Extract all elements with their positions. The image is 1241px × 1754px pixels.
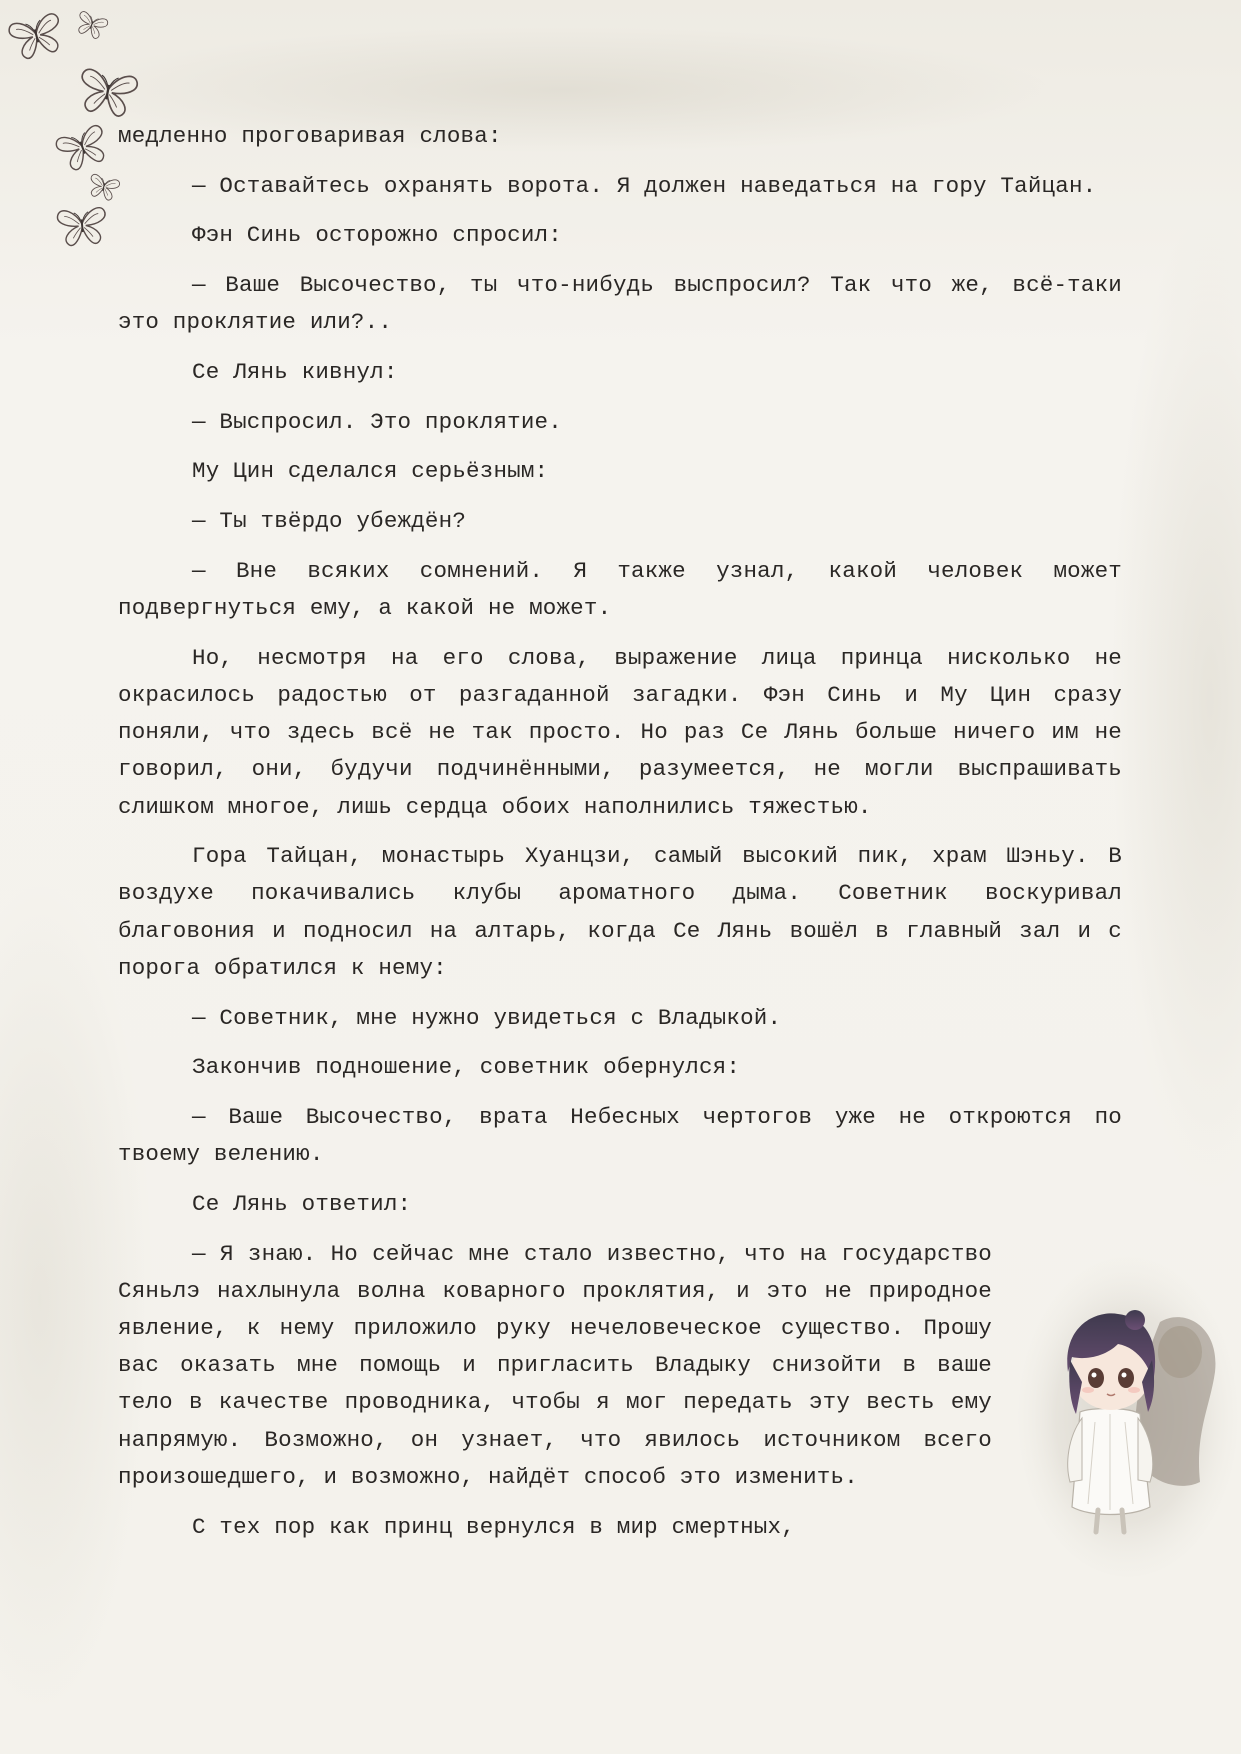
paragraph: Фэн Синь осторожно спросил: [192, 222, 562, 249]
chibi-character-illustration [1010, 1232, 1240, 1577]
paragraph: — Ты твёрдо убеждён? [192, 508, 467, 535]
paragraph: Се Лянь ответил: [192, 1190, 412, 1217]
paragraph: Но, несмотря на его слова, выражение лица принца нисколько не окрасилось радостью от разгаданной загадки. Фэн Синь и Му Цин сразу поняли, что здесь всё не так просто. Но раз Се Лянь больше ничего им не говорил, они, будучи подчинёнными, разумеется, не могли выспрашивать слишком многое, лишь сердца обоих наполнились тяжестью. [118, 644, 1122, 820]
paragraph: — Ваше Высочество, врата Небесных чертогов уже не откроются по твоему велению. [118, 1103, 1122, 1168]
paragraph: Гора Тайцан, монастырь Хуанцзи, самый высокий пик, храм Шэньу. В воздухе покачивались клубы ароматного дыма. Советник воскуривал благовония и подносил на алтарь, когда Се Лянь вошёл в главный зал и с порога обратился к нему: [118, 843, 1122, 981]
paragraph: С тех пор как принц вернулся в мир смертных, [192, 1513, 795, 1540]
paragraph: — Вне всяких сомнений. Я также узнал, какой человек может подвергнуться ему, а какой не может. [118, 557, 1122, 622]
butterfly-icon [76, 68, 138, 118]
paragraph: — Оставайтесь охранять ворота. Я должен наведаться на гору Тайцан. [192, 172, 1097, 199]
butterfly-icon [8, 12, 66, 61]
paragraph: Закончив подношение, советник обернулся: [192, 1054, 741, 1081]
paragraph: — Советник, мне нужно увидеться с Владыкой. [192, 1004, 782, 1031]
butterfly-icon [74, 11, 109, 41]
butterfly-icon [55, 124, 112, 174]
paragraph: Се Лянь кивнул: [192, 359, 398, 386]
paragraph: — Я знаю. Но сейчас мне стало известно, что на государство Сяньлэ нахлынула волна коварного проклятия, и это не природное явление, к нему приложило руку нечеловеческое существо. Прошу вас оказать мне помощь и пригласить Владыку снизойти в ваше тело в качестве проводника, чтобы я мог передать эту весть ему напрямую. Возможно, он узнает, что явилось источником всего произошедшего, и возможно, найдёт способ это изменить. [118, 1240, 992, 1490]
paragraph: Му Цин сделался серьёзным: [192, 458, 549, 485]
butterfly-icon [57, 207, 108, 246]
paragraph: — Выспросил. Это проклятие. [192, 408, 562, 435]
paragraph: — Ваше Высочество, ты что-нибудь выспросил? Так что же, всё-таки это проклятие или?.. [118, 272, 1122, 336]
page-text [118, 118, 1122, 1577]
butterfly-icon [87, 173, 121, 201]
paragraph: медленно проговаривая слова: [118, 123, 502, 149]
